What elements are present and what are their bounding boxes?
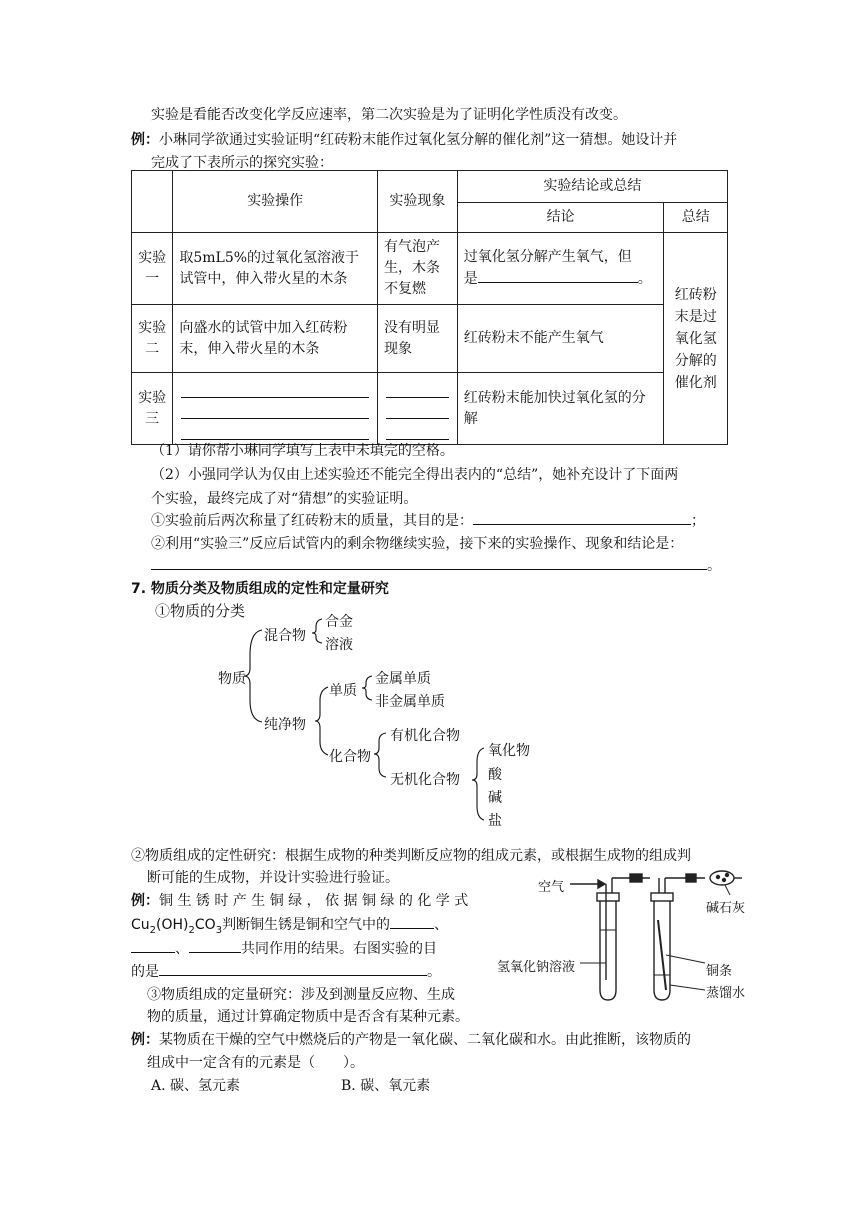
conclusion-text-b: 是 (463, 271, 478, 287)
question-2-line2: 个实验，最终完成了对“猜想”的实验证明。 (151, 491, 418, 507)
tree-inorganic: 无机化合物 (390, 772, 460, 788)
tree-mixture: 混合物 (264, 628, 306, 644)
tree-metal: 金属单质 (375, 671, 431, 687)
quantitative-line2: 物的质量，通过计算确定物质中是否含有某种元素。 (147, 1009, 469, 1025)
leader-copper (666, 955, 705, 963)
example2-line4: 的是 。 (131, 961, 441, 981)
tree-nonmetal: 非金属单质 (375, 694, 445, 710)
example-label: 例： (131, 132, 159, 148)
example1-text: 小琳同学欲通过实验证明“红砖粉末能作过氧化氢分解的催化剂”这一猜想。她设计并 (159, 132, 678, 148)
classify-label: ①物质的分类 (155, 602, 246, 620)
header-summary: 总结 (664, 203, 728, 233)
stopper-1 (597, 893, 619, 901)
row-operation: 向盛水的试管中加入红砖粉末，伸入带火星的木条 (173, 305, 378, 373)
test-tube-1 (600, 899, 616, 1000)
header-conclusion-group: 实验结论或总结 (457, 171, 727, 203)
tree-acid: 酸 (488, 767, 502, 783)
row-name: 实验二 (132, 305, 173, 373)
question-2-item2-answer: 。 (151, 555, 721, 575)
qualitative-line2: 断可能的生成物，并设计实验进行验证。 (147, 870, 399, 886)
header-phenomenon: 实验现象 (378, 171, 458, 233)
example-label: 例： (131, 893, 159, 909)
tree-base: 碱 (488, 790, 502, 806)
example-label: 例： (131, 1032, 159, 1048)
row-conclusion: 红砖粉末能加快过氧化氢的分解 (457, 373, 664, 445)
intro-line: 实验是看能否改变化学反应速率，第二次实验是为了证明化学性质没有改变。 (151, 107, 627, 123)
question-2-line1: （2）小强同学认为仅由上述实验还不能完全得出表内的“总结”，她补充设计了下面两 (151, 467, 679, 483)
row-conclusion: 过氧化氢分解产生氧气，但 是 。 (457, 233, 664, 305)
header-conclusion: 结论 (457, 203, 664, 233)
leader-water (670, 985, 705, 990)
tree-salt: 盐 (488, 813, 502, 829)
option-b[interactable]: B. 碳、氧元素 (341, 1078, 431, 1094)
arrow-head (598, 880, 605, 888)
diagram-label-soda-lime: 碱石灰 (706, 901, 746, 916)
example2-line2: $Cu_2(OH)_2CO_3$判断铜生锈是铜和空气中的 、 (131, 914, 448, 936)
question-1: （1）请你帮小琳同学填写上表中未填完的空格。 (151, 443, 454, 459)
tree-solution: 溶液 (325, 637, 353, 653)
tree-element: 单质 (329, 683, 357, 699)
tree-alloy: 合金 (325, 614, 353, 630)
example3-line1: 例：某物质在干燥的空气中燃烧后的产物是一氧化碳、二氧化碳和水。由此推断，该物质的 (131, 1032, 691, 1048)
row-phenomenon: 有气泡产生，木条不复燃 (378, 233, 458, 305)
row-phenomenon: 没有明显现象 (378, 305, 458, 373)
example1-line2: 完成了下表所示的探究实验： (151, 155, 333, 171)
header-operation: 实验操作 (173, 171, 378, 233)
quantitative-line1: ③物质组成的定量研究：涉及到测量反应物、生成 (147, 987, 455, 1003)
example3-line2: 组成中一定含有的元素是（ ）。 (147, 1055, 364, 1071)
row-operation: 取5mL5%的过氧化氢溶液于试管中，伸入带火星的木条 (173, 233, 378, 305)
row-conclusion: 红砖粉末不能产生氧气 (457, 305, 664, 373)
tree-root: 物质 (218, 671, 246, 687)
row-name: 实验三 (132, 373, 173, 445)
tree-oxide: 氧化物 (488, 743, 530, 759)
question-2-item2: ②利用“实验三”反应后试管内的剩余物继续实验，接下来的实验操作、现象和结论是： (151, 536, 684, 552)
example2-line3: 、 共同作用的结果。右图实验的目 (131, 938, 437, 958)
diagram-label-water: 蒸馏水 (706, 986, 746, 1001)
section-title: 7. 物质分类及物质组成的定性和定量研究 (131, 581, 389, 597)
option-a[interactable]: A. 碳、氢元素 (151, 1078, 241, 1094)
tree-compound: 化合物 (329, 749, 371, 765)
stopper-2 (651, 893, 673, 901)
copper-strip (658, 920, 666, 990)
tree-pure: 纯净物 (264, 717, 306, 733)
diagram-label-copper: 铜条 (706, 964, 733, 979)
diagram-label-air: 空气 (538, 880, 565, 895)
conclusion-text-a: 过氧化氢分解产生氧气，但 (463, 249, 632, 265)
tree-organic: 有机化合物 (390, 728, 460, 744)
question-2-item1: ①实验前后两次称量了红砖粉末的质量，其目的是： ； (151, 510, 705, 530)
row-name: 实验一 (132, 233, 173, 305)
qualitative-line1: ②物质组成的定性研究：根据生成物的种类判断反应物的组成元素，或根据生成物的组成判 (131, 848, 691, 864)
example2-line1: 例：铜 生 锈 时 产 生 铜 绿 ， 依 据 铜 绿 的 化 学 式 (131, 893, 469, 909)
soda-lime-tube (710, 871, 734, 885)
summary-cell: 红砖粉末是过氧化氢分解的催化剂 (664, 233, 728, 445)
diagram-label-naoh: 氢氧化钠溶液 (497, 960, 576, 975)
